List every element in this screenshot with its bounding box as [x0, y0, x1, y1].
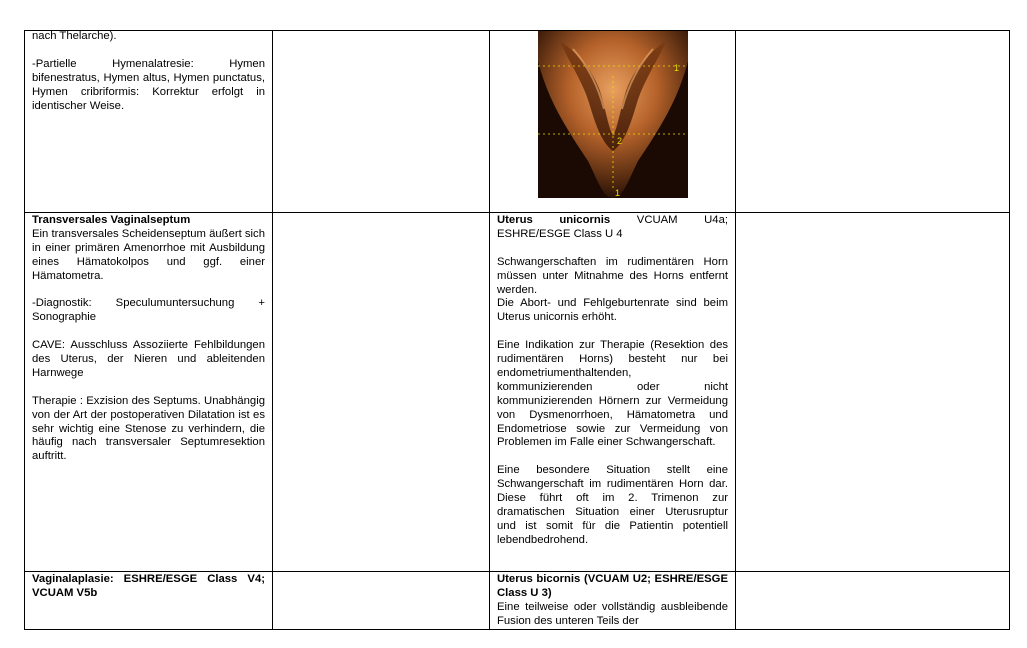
text-paragraph: Schwangerschaften im rudimentären Horn müssen unter Mitnahme des Horns entfernt werden. — [497, 255, 728, 296]
marker-label: 2 — [617, 136, 623, 146]
marker-label: 1 — [674, 63, 680, 73]
ultrasound-3d-rendering — [538, 31, 688, 198]
cell-r3-c4 — [736, 572, 1010, 630]
section-heading: Uterus bicornis (VCUAM U2; ESHRE/ESGE Class U 3) — [497, 573, 728, 599]
ultrasound-image — [538, 31, 688, 198]
heading-bold: Uterus unicornis — [497, 214, 611, 226]
cell-r1-c2 — [273, 31, 490, 213]
text-paragraph: -Diagnostik: Speculumuntersuchung + Sonographie — [32, 297, 265, 324]
table-row — [25, 31, 1010, 213]
text-paragraph: Ein transversales Scheidenseptum äußert sich in einer primären Amenorrhoe mit Ausbildung eines Hämatokolpos und ggf. einer Hämatometra. — [32, 227, 265, 282]
cell-r3-c1 — [25, 572, 273, 630]
text-paragraph: Eine besondere Situation stellt eine Schwangerschaft im rudimentären Horn dar. Diese führt oft im 2. Trimenon zur dramatischen Situation einer Uterusruptur und ist somit für die Patientin potentiell lebendbedrohend. — [497, 464, 728, 546]
text-paragraph: nach Thelarche). — [32, 30, 117, 42]
heading-rest: VCUAM U4a; ESHRE/ESGE Class U 4 — [497, 214, 729, 240]
cell-r1-c3 — [490, 31, 736, 213]
text-paragraph: Eine teilweise oder vollständig ausbleibende Fusion des unteren Teils der — [497, 600, 728, 627]
cell-r1-c1 — [25, 31, 273, 213]
cell-r1-c4 — [736, 31, 1010, 213]
marker-label: 1 — [615, 188, 621, 198]
section-heading — [497, 214, 728, 242]
text-paragraph: Eine Indikation zur Therapie (Resektion des rudimentären Horns) besteht nur bei endometriumenthaltenden, kommunizierenden oder nicht kommunizierenden Hörnern zur Vermeidung von Dysmenorrhoen, Hämatometra und Endometriose sowie zur Vermeidung von Problemen im Falle einer Schwangerschaft. — [497, 339, 728, 449]
text-paragraph: Die Abort- und Fehlgeburtenrate sind beim Uterus unicornis erhöht. — [497, 297, 728, 324]
cell-r2-c3 — [490, 213, 736, 572]
text-paragraph: Therapie : Exzision des Septums. Unabhängig von der Art der postoperativen Dilatation ist es sehr wichtig eine Stenose zu verhindern, die häufig nach transversaler Septumresektion auftritt. — [32, 394, 265, 463]
section-heading: Transversales Vaginalseptum — [32, 214, 191, 226]
content-table — [24, 30, 1010, 630]
text-paragraph: -Partielle Hymenalatresie: Hymen bifenestratus, Hymen altus, Hymen punctatus, Hymen cribriformis: Korrektur erfolgt in identischer Weise. — [32, 57, 265, 112]
table-row — [25, 213, 1010, 572]
text-paragraph: CAVE: Ausschluss Assoziierte Fehlbildungen des Uterus, der Nieren und ableitenden Harnwege — [32, 339, 265, 379]
cell-r3-c2 — [273, 572, 490, 630]
section-heading: Vaginalaplasie: ESHRE/ESGE Class V4; VCUAM V5b — [32, 573, 265, 599]
table-row — [25, 572, 1010, 630]
cell-r3-c3 — [490, 572, 736, 630]
cell-r2-c2 — [273, 213, 490, 572]
cell-r2-c4 — [736, 213, 1010, 572]
cell-r2-c1 — [25, 213, 273, 572]
